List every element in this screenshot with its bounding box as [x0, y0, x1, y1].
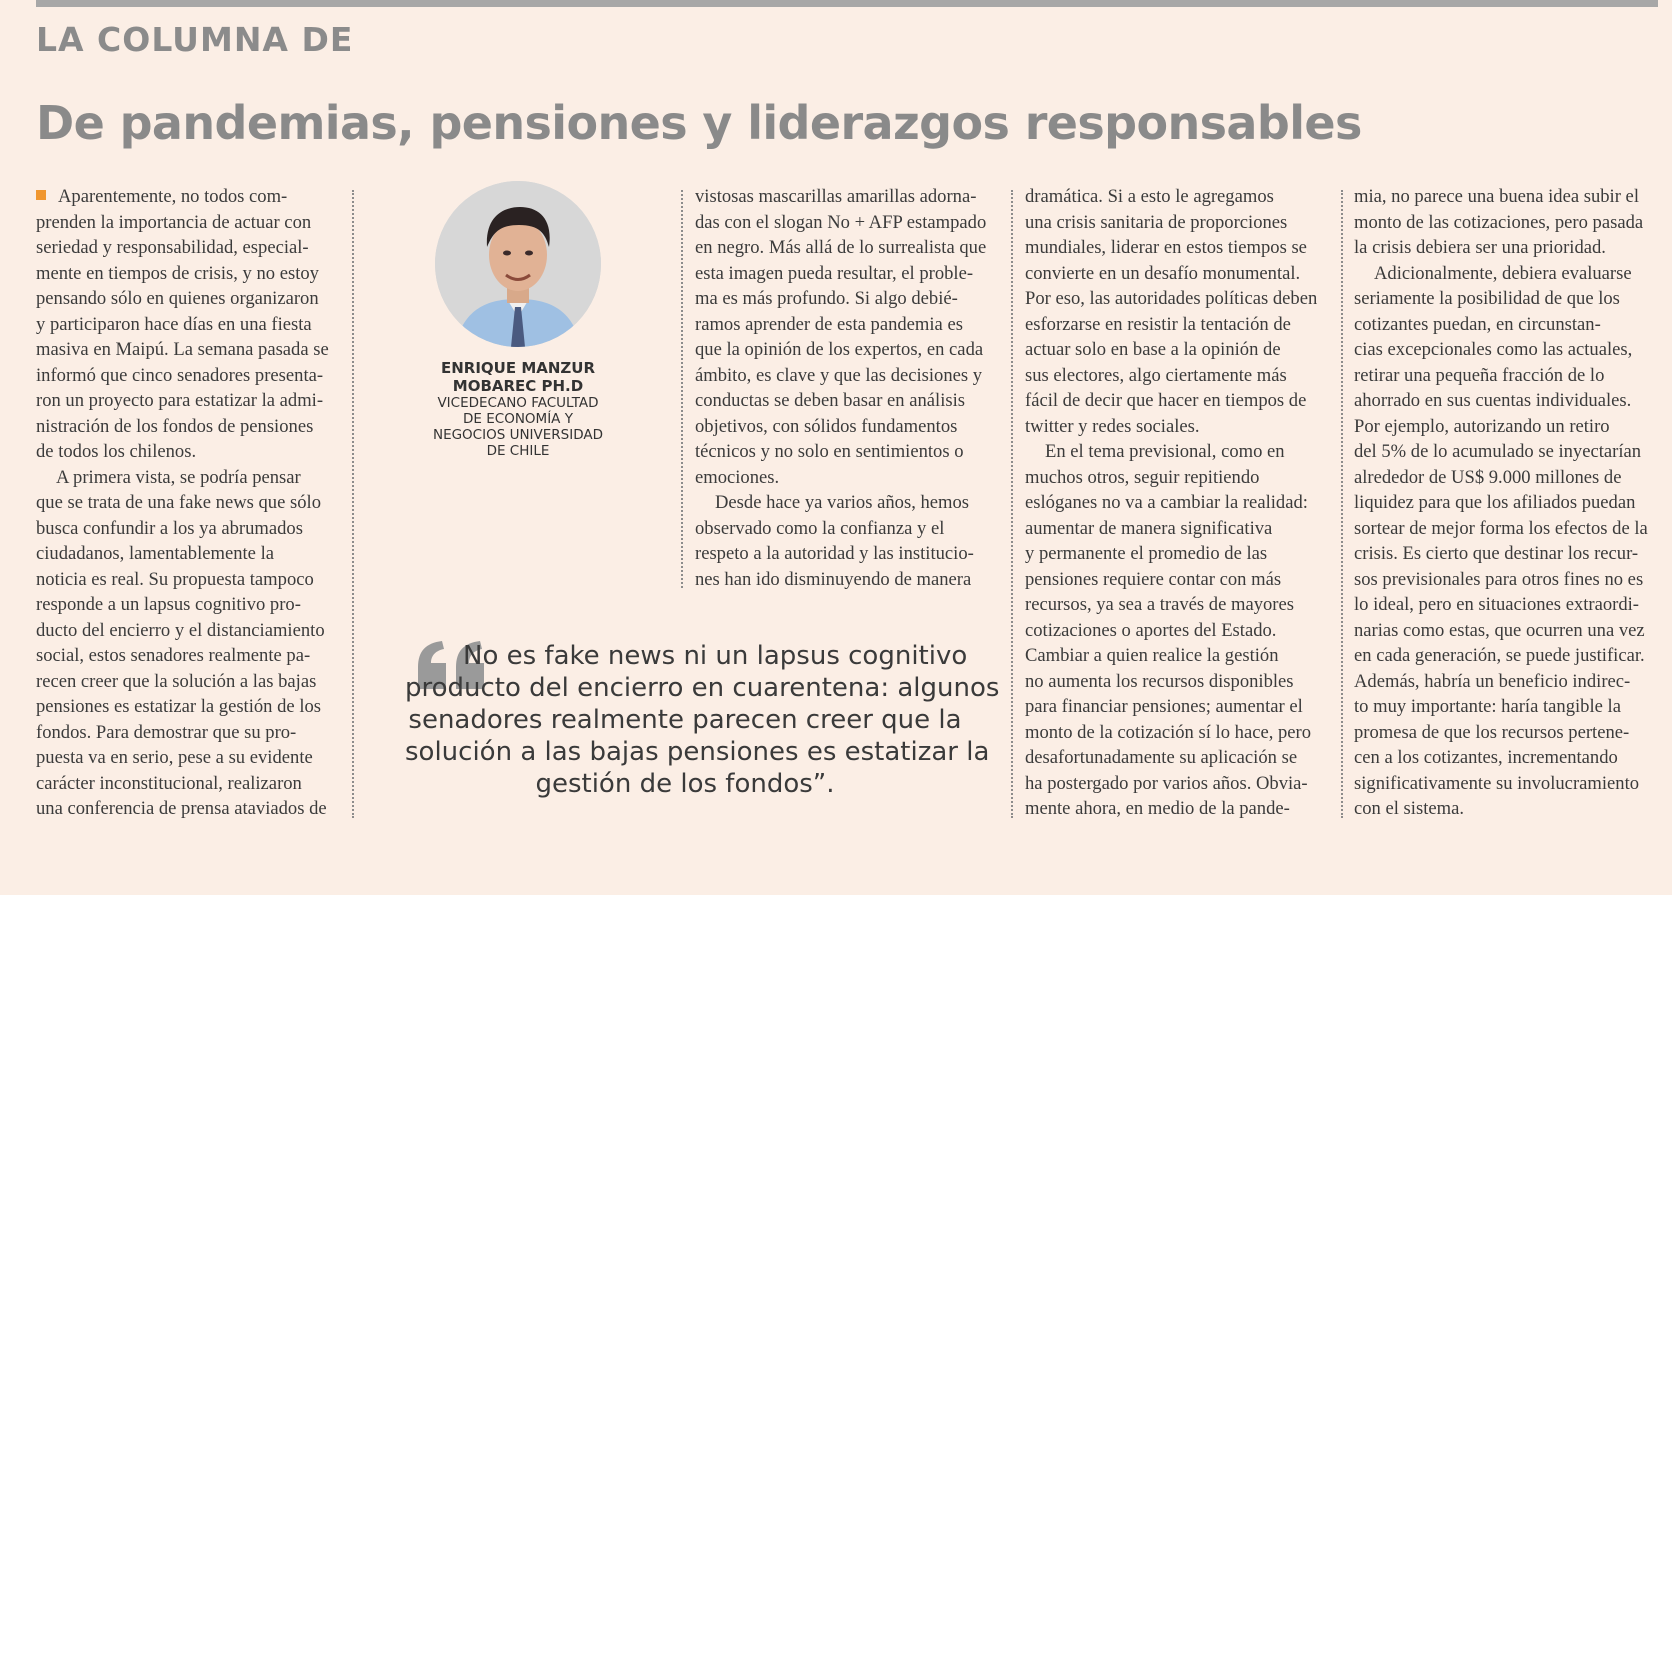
article-text-line: seriamente la posibilidad de que los — [1354, 288, 1620, 309]
article-text-line: En el tema previsional, como en — [1045, 441, 1285, 462]
article-text-line: Por eso, las autoridades políticas deben — [1025, 288, 1318, 309]
article-text-line: mente en tiempos de crisis, y no estoy — [36, 262, 319, 284]
article-text-line: monto de la cotización sí lo hace, pero — [1025, 721, 1312, 743]
article-text-line: sus electores, algo ciertamente más — [1025, 364, 1287, 386]
article-text-line: informó que cinco senadores presenta- — [36, 364, 324, 386]
article-text-line: fondos. Para demostrar que su pro- — [36, 721, 297, 743]
author-role-line: DE ECONOMÍA Y — [463, 411, 573, 427]
article-text-line: y participaron hace días en una fiesta — [36, 313, 312, 335]
article-text-line: muchos otros, seguir repitiendo — [1025, 466, 1260, 488]
article-text-line: Cambiar a quien realice la gestión — [1025, 645, 1279, 666]
pull-quote-line: senadores realmente parecen creer que la — [408, 705, 962, 735]
article-text-line: la crisis debiera ser una prioridad. — [1354, 237, 1606, 258]
column-divider — [352, 190, 354, 818]
article-text-line: pensiones es estatizar la gestión de los — [36, 696, 322, 717]
article-text-line: observado como la confianza y el — [695, 517, 945, 539]
author-role — [418, 395, 618, 459]
article-text-line: monto de las cotizaciones, pero pasada — [1354, 211, 1644, 233]
article-text-line: que la opinión de los expertos, en cada — [695, 339, 984, 360]
article-text-line: prenden la importancia de actuar con — [36, 211, 312, 233]
article-text-line: recursos, ya sea a través de mayores — [1025, 594, 1294, 615]
article-text-line: to muy importante: haría tangible la — [1354, 696, 1621, 717]
article-text-line: mente ahora, en medio de la pande- — [1025, 798, 1290, 819]
article-text-line: ha postergado por varios años. Obvia- — [1025, 772, 1308, 794]
author-name-line: MOBAREC PH.D — [452, 377, 584, 395]
article-text-line: ciudadanos, lamentablemente la — [36, 543, 275, 564]
article-text-line: objetivos, con sólidos fundamentos — [695, 415, 958, 437]
article-text-line: aumentar de manera significativa — [1025, 517, 1273, 539]
article-text-line: ámbito, es clave y que las decisiones y — [695, 364, 983, 386]
article-text-line: noticia es real. Su propuesta tampoco — [36, 568, 314, 590]
article-text-line: ahorrado en sus cuentas individuales. — [1354, 390, 1632, 411]
article-text-line: una crisis sanitaria de proporciones — [1025, 211, 1288, 233]
article-text-line: significativamente su involucramiento — [1354, 772, 1640, 794]
article-text-line: Además, habría un beneficio indirec- — [1354, 670, 1631, 692]
article-text-line: social, estos senadores realmente pa- — [36, 645, 311, 666]
pull-quote-line: gestión de los fondos”. — [535, 769, 835, 799]
author-role-line: NEGOCIOS UNIVERSIDAD — [432, 427, 604, 443]
article-text-line: nistración de los fondos de pensiones — [36, 415, 314, 437]
article-text-line: con el sistema. — [1354, 798, 1464, 819]
author-role-line: DE CHILE — [486, 443, 550, 459]
article-text-line: fácil de decir que hacer en tiempos de — [1025, 390, 1307, 411]
article-text-line: esforzarse en resistir la tentación de — [1025, 313, 1291, 335]
article-text-line: busca confundir a los ya abrumados — [36, 517, 303, 539]
article-text-line: eslóganes no va a cambiar la realidad: — [1025, 492, 1308, 513]
section-kicker: LA COLUMNA DE — [36, 20, 354, 59]
pull-quote-line: solución a las bajas pensiones es estatizar la — [405, 737, 990, 767]
article-text-line: Desde hace ya varios años, hemos — [715, 492, 970, 513]
article-text-line: puesta va en serio, pese a su evidente — [36, 747, 313, 768]
article-text-line: del 5% de lo acumulado se inyectarían — [1354, 441, 1642, 462]
article-text-line: liquidez para que los afiliados puedan — [1354, 492, 1636, 513]
pull-quote-line: producto del encierro en cuarentena: algunos — [405, 673, 1000, 703]
author-name — [418, 359, 618, 395]
article-text-line: nes han ido disminuyendo de manera — [695, 568, 972, 590]
article-text-line: responde a un lapsus cognitivo pro- — [36, 594, 301, 615]
article-text-line: mundiales, liderar en estos tiempos se — [1025, 237, 1307, 258]
article-column-2 — [695, 184, 986, 592]
article-text-line: crisis. Es cierto que destinar los recur- — [1354, 543, 1639, 564]
article-text-line: alrededor de US$ 9.000 millones de — [1354, 466, 1622, 488]
article-text-line: respeto a la autoridad y las institucio- — [695, 543, 974, 564]
pull-quote — [405, 640, 1000, 800]
article-text-line: pensando sólo en quienes organizaron — [36, 288, 319, 309]
author-block — [418, 181, 618, 459]
article-text-line: vistosas mascarillas amarillas adorna- — [695, 186, 977, 207]
article-text-line: A primera vista, se podría pensar — [56, 466, 301, 488]
top-rule — [36, 0, 1658, 7]
article-text-line: desafortunadamente su aplicación se — [1025, 747, 1298, 768]
article-text-line — [36, 184, 329, 210]
article-text-line: conductas se deben basar en análisis — [695, 390, 966, 411]
column-divider — [681, 190, 683, 588]
article-text-line: en cada generación, se puede justificar. — [1354, 645, 1645, 666]
bullet-square-icon — [36, 190, 46, 200]
column-divider — [1011, 190, 1013, 818]
article-text-line: en negro. Más allá de lo surrealista que — [695, 237, 987, 258]
article-text-line: narias como estas, que ocurren una vez — [1354, 619, 1645, 641]
article-text-line: seriedad y responsabilidad, especial- — [36, 237, 309, 258]
article-text-line: ramos aprender de esta pandemia es — [695, 313, 963, 335]
article-text-line: sortear de mejor forma los efectos de la — [1354, 517, 1648, 539]
article-text-line: de todos los chilenos. — [36, 441, 197, 462]
article-text-line: emociones. — [695, 466, 780, 488]
article-text-line: carácter inconstitucional, realizaron — [36, 772, 302, 794]
author-photo — [435, 181, 601, 347]
article-column-4 — [1354, 184, 1648, 822]
article-headline: De pandemias, pensiones y liderazgos responsables — [36, 96, 1362, 150]
article-text-line: convierte en un desafío monumental. — [1025, 262, 1301, 284]
article-text-line: recen creer que la solución a las bajas — [36, 670, 317, 692]
article-text-line: lo ideal, pero en situaciones extraordi- — [1354, 594, 1639, 615]
article-text-line: cotizaciones o aportes del Estado. — [1025, 619, 1277, 641]
column-divider — [1341, 190, 1343, 818]
author-name-line: ENRIQUE MANZUR — [440, 359, 596, 377]
article-text-line: técnicos y no solo en sentimientos o — [695, 441, 964, 462]
article-text-line: pensiones requiere contar con más — [1025, 568, 1282, 590]
article-text-line: cen a los cotizantes, incrementando — [1354, 747, 1618, 768]
article-text-line: una conferencia de prensa ataviados de — [36, 798, 327, 819]
article-text-line: y permanente el promedio de las — [1025, 543, 1268, 564]
article-text-line: sos previsionales para otros fines no es — [1354, 568, 1644, 590]
article-text-line: actuar solo en base a la opinión de — [1025, 339, 1281, 360]
pull-quote-line: No es fake news ni un lapsus cognitivo — [463, 641, 968, 671]
article-text-line: mia, no parece una buena idea subir el — [1354, 186, 1639, 207]
article-text-line: cias excepcionales como las actuales, — [1354, 339, 1633, 360]
article-column-1 — [36, 184, 329, 822]
article-text-line: esta imagen pueda resultar, el proble- — [695, 262, 974, 284]
author-role-line: VICEDECANO FACULTAD — [437, 395, 599, 411]
article-text-line: promesa de que los recursos pertene- — [1354, 721, 1630, 743]
article-text-line: ron un proyecto para estatizar la admi- — [36, 390, 324, 411]
article-text-line: masiva en Maipú. La semana pasada se — [36, 339, 329, 360]
article-text-line: das con el slogan No + AFP estampado — [695, 211, 987, 233]
article-text-line: ducto del encierro y el distanciamiento — [36, 619, 325, 641]
article-column-3 — [1025, 184, 1317, 822]
article-text-line: Por ejemplo, autorizando un retiro — [1354, 415, 1610, 437]
article-text-line: cotizantes puedan, en circunstan- — [1354, 313, 1601, 335]
article-text-line: Adicionalmente, debiera evaluarse — [1374, 262, 1632, 284]
article-text-line: ma es más profundo. Si algo debié- — [695, 288, 958, 309]
article-text-line: twitter y redes sociales. — [1025, 415, 1200, 437]
article-text-line: para financiar pensiones; aumentar el — [1025, 696, 1303, 717]
article-text-line: no aumenta los recursos disponibles — [1025, 670, 1294, 692]
article-text-line-content: Aparentemente, no todos com- — [58, 186, 288, 207]
article-text-line: que se trata de una fake news que sólo — [36, 492, 321, 513]
article-text-line: retirar una pequeña fracción de lo — [1354, 364, 1605, 386]
article-text-line: dramática. Si a esto le agregamos — [1025, 186, 1274, 207]
